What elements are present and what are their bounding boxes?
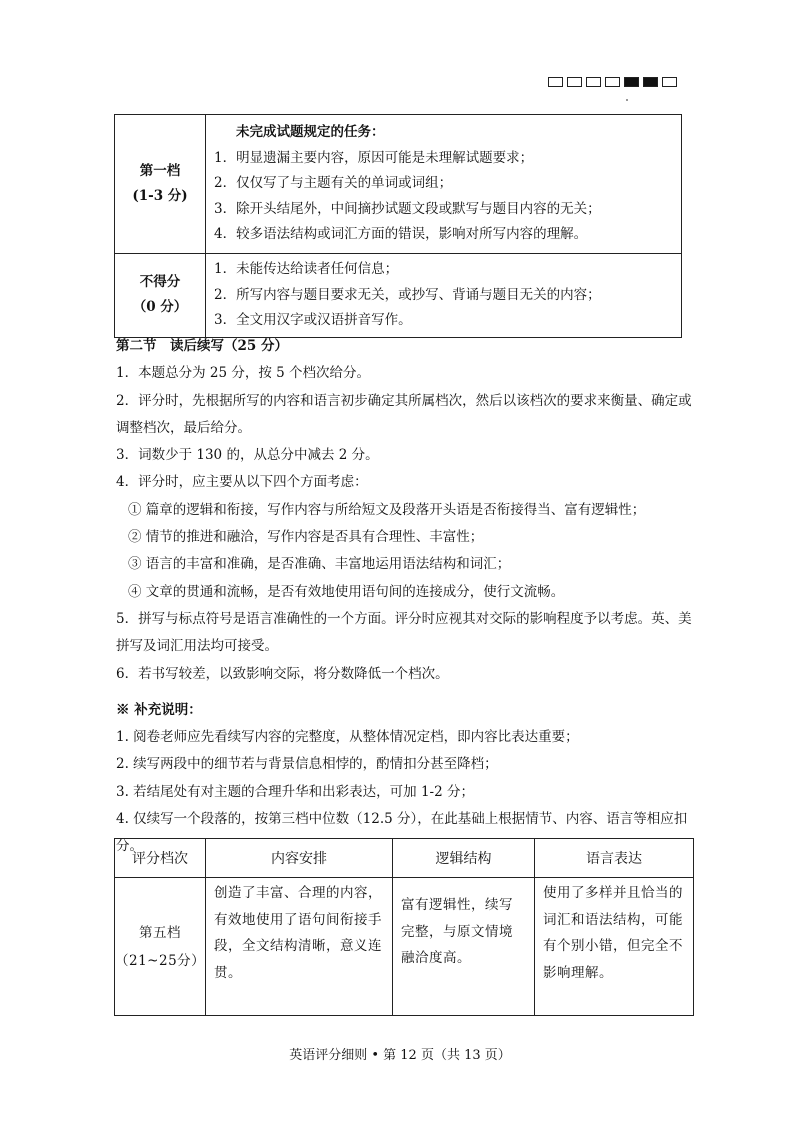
rule: 1．本题总分为 25 分，按 5 个档次给分。: [116, 365, 371, 382]
criteria-item: 1．未能传达给读者任何信息；: [214, 261, 399, 277]
header-cell: 评分档次: [115, 839, 206, 878]
supplement-item: 4. 仅续写一个段落的，按第三档中位数（12.5 分），在此基础上根据情节、内容、语言等相应扣分。: [116, 811, 688, 855]
criteria-item: 3．除开头结尾外，中间摘抄试题文段或默写与题目内容的无关；: [214, 200, 601, 217]
square-mark: [605, 77, 620, 87]
header-cell: 内容安排: [206, 839, 393, 878]
dot-mark: [626, 99, 628, 101]
criteria-cell: [206, 115, 682, 254]
level-score: （0 分）: [132, 299, 188, 316]
section-body: [116, 333, 696, 861]
supplement-item: 2. 续写两段中的细节若与背景信息相悖的，酌情扣分甚至降档；: [116, 756, 498, 773]
table-header-row: [115, 839, 694, 878]
level-score: （21~25分）: [115, 952, 206, 969]
square-mark: [662, 77, 677, 87]
level-name: 不得分: [139, 274, 181, 291]
page-marks: [548, 77, 677, 87]
rule: 2．评分时，先根据所写的内容和语言初步确定其所属档次，然后以该档次的要求来衡量、确定或调整档次，最后给分。: [116, 392, 692, 436]
criteria-item: 2．仅仅写了与主题有关的单词或词组；: [214, 175, 453, 192]
level-cell: [115, 115, 206, 254]
criteria-item: 3．全文用汉字或汉语拼音写作。: [214, 312, 412, 328]
rule: 5．拼写与标点符号是语言准确性的一个方面。评分时应视其对交际的影响程度予以考虑。英、美拼写及词汇用法均可接受。: [116, 610, 692, 655]
level-name: 第一档: [139, 163, 181, 179]
criteria-item: 4．较多语法结构或词汇方面的错误，影响对所写内容的理解。: [214, 226, 588, 243]
logic-cell: 富有逻辑性，续写完整，与原文情境融洽度高。: [393, 878, 535, 1016]
rule: 4．评分时，应主要从以下四个方面考虑：: [116, 474, 368, 491]
square-mark: [624, 77, 639, 87]
table-row: [115, 878, 694, 1016]
table-row: [115, 115, 682, 254]
criteria-cell: [206, 254, 682, 338]
aspect: ③ 语言的丰富和准确，是否准确、丰富地运用语法结构和词汇；: [128, 556, 511, 573]
language-cell: 使用了多样并且恰当的词汇和语法结构，可能有个别小错，但完全不影响理解。: [535, 878, 694, 1016]
aspect: ④ 文章的贯通和流畅，是否有效地使用语句间的连接成分，使行文流畅。: [128, 583, 565, 600]
table-row: [115, 254, 682, 338]
header-cell: 语言表达: [535, 839, 694, 878]
page-footer: 英语评分细则 • 第 12 页（共 13 页）: [289, 1048, 511, 1063]
supplement-item: 1. 阅卷老师应先看续写内容的完整度，从整体情况定档，即内容比表达重要；: [116, 729, 579, 746]
criteria-item: 2．所写内容与题目要求无关，或抄写、背诵与题目无关的内容；: [214, 286, 601, 303]
level-cell: [115, 254, 206, 338]
criteria-title: 未完成试题规定的任务：: [236, 124, 385, 141]
rule: 3．词数少于 130 的，从总分中减去 2 分。: [116, 447, 379, 464]
square-mark: [548, 77, 563, 87]
scoring-table-continuation: [114, 838, 694, 1016]
scoring-table-essay: [114, 114, 682, 338]
level-name: 第五档: [139, 924, 181, 941]
section-title: 第二节 读后续写（25 分）: [116, 338, 288, 354]
level-score: (1-3 分): [132, 188, 188, 204]
aspect: ② 情节的推进和融洽，写作内容是否具有合理性、丰富性；: [128, 529, 484, 546]
header-cell: 逻辑结构: [393, 839, 535, 878]
square-mark: [586, 77, 601, 87]
square-mark: [567, 77, 582, 87]
aspect: ① 篇章的逻辑和衔接，写作内容与所给短文及段落开头语是否衔接得当、富有逻辑性；: [128, 501, 646, 518]
level-cell: [115, 878, 206, 1016]
criteria-item: 1．明显遗漏主要内容，原因可能是未理解试题要求；: [214, 149, 534, 166]
content-cell: 创造了丰富、合理的内容，有效地使用了语句间衔接手段，全文结构清晰，意义连贯。: [206, 878, 393, 1016]
supplement-title: ※ 补充说明：: [116, 701, 202, 718]
supplement-item: 3. 若结尾处有对主题的合理升华和出彩表达，可加 1-2 分；: [116, 783, 474, 800]
square-mark: [643, 77, 658, 87]
rule: 6．若书写较差，以致影响交际，将分数降低一个档次。: [116, 665, 449, 682]
